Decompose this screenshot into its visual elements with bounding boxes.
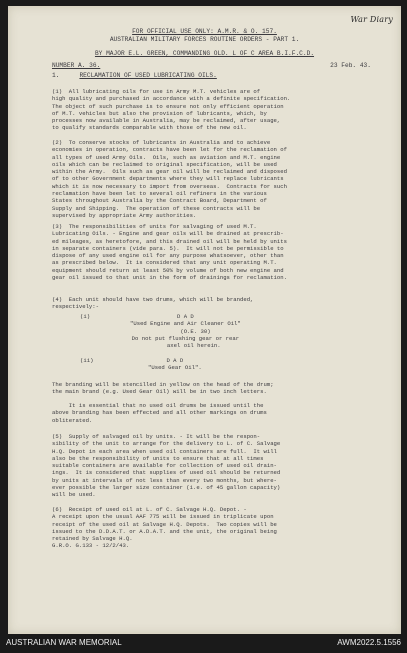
order-number-row [52, 62, 371, 70]
order-number: NUMBER A. 36. [52, 62, 101, 69]
header-line-3: BY MAJOR E.L. GREEN, COMMANDING OLD. L OF C AREA B.I.F.C.D. [94, 50, 315, 57]
archive-footer [0, 636, 407, 653]
item-title: RECLAMATION OF USED LUBRICATING OILS. [79, 72, 217, 79]
footer-institution: AUSTRALIAN WAR MEMORIAL [6, 638, 122, 647]
paragraph-2: (2) To conserve stocks of lubricants in Australia and to achieve economies in operation, contracts have been let for the reclamation of all types of used Army Oils. Oils, such as aviation and M.T. engine oils which can be reclaimed to original specification, will be used within the Army. Oils such as gear oil will be reclaimed and disposed of to other Government departments where they will replace lubricants which it is now necessary to import from overseas. Contracts for such reclamation have been let to several oil refiners in the various States throughout Australia by the Contract Board, Department of Supply and Shipping. The operation of these contracts will be supervised by appropriate Army authorities. [52, 139, 287, 219]
document-page [8, 6, 401, 634]
brand-2-label: (ii) [80, 357, 94, 364]
brand-1-label: (i) [80, 313, 91, 320]
brand-2-text: D A D "Used Gear Oil". [148, 357, 202, 372]
paragraph-1: (1) All lubricating oils for use in Army M.T. vehicles are of high quality and purchased in accordance with a definite specification. The object of such purchase is to ensure not only efficient operation of M.T. vehicles but also the provision of lubricants, which, by processes now available in Australia, may be reclaimed, after usage, to qualify standards comparable with those of the new oil. [52, 88, 291, 132]
brand-1-text: D A D "Used Engine and Air Cleaner Oil" (O.E. 30) Do not put flushing gear or rear axel oil herein. [130, 313, 241, 350]
item-title-row [52, 72, 381, 80]
paragraph-5: The branding will be stencilled in yellow on the head of the drum; the main brand (e.g. Used Gear Oil) will be in two inch letters. [52, 381, 274, 396]
header-line-2: AUSTRALIAN MILITARY FORCES ROUTINE ORDERS - PART 1. [109, 36, 300, 43]
item-number: 1. [52, 72, 60, 79]
handwritten-note: War Diary [350, 15, 393, 24]
paragraph-4: (4) Each unit should have two drums, which will be branded, respectively:- [52, 296, 254, 311]
paragraph-3: (3) The responsibilities of units for salvaging of used M.T. Lubricating Oils. - Engine and gear oils will be drained at prescrib- ed mileages, as heretofore, and this drained oil will be held by units in separate containers (vide para. 5). It will not be permissible to dispose of any used engine oil for any purpose whatsoever, other than as prescribed below. It is considered that any unit operating M.T. equipment should return at least 50% by volume of both new engine and gear oil issued to that unit in the form of drainings for reclamation. [52, 223, 287, 282]
paragraph-7: (5) Supply of salvaged oil by units. - It will be the respon- sibility of the unit to arrange for the delivery to L. of C. Salvage H.Q. Depot in each area when used oil containers are full. It will also be the responsibility of units to ensure that at all times suitable containers are available for collection of used oil drain- ings. It is considered that supplies of used oil should be returned by units at intervals of not less than every two months, but where- ever possible the larger size container (i.e. of 45 gallon capacity) will be used. [52, 433, 281, 499]
footer-catalogue-id: AWM2022.5.1556 [337, 638, 401, 647]
order-date: 23 Feb. 43. [330, 62, 371, 69]
header-line-1: FOR OFFICIAL USE ONLY: A.M.R. & O. 157. [132, 28, 277, 35]
paragraph-8: (6) Receipt of used oil at L. of C. Salvage H.Q. Depot. - A receipt upon the usual AAF 775 will be issued in triplicate upon receipt of the used oil at Salvage H.Q. Depots. Two copies will be issued to the D.D.A.T. or A.D.A.T. and the unit, the original being retained by Salvage H.Q. G.R.O. G.133 - 12/2/43. [52, 506, 277, 550]
paragraph-6: It is essential that no used oil drums be issued until the above branding has been effected and all other markings on drums obliterated. [52, 402, 267, 424]
